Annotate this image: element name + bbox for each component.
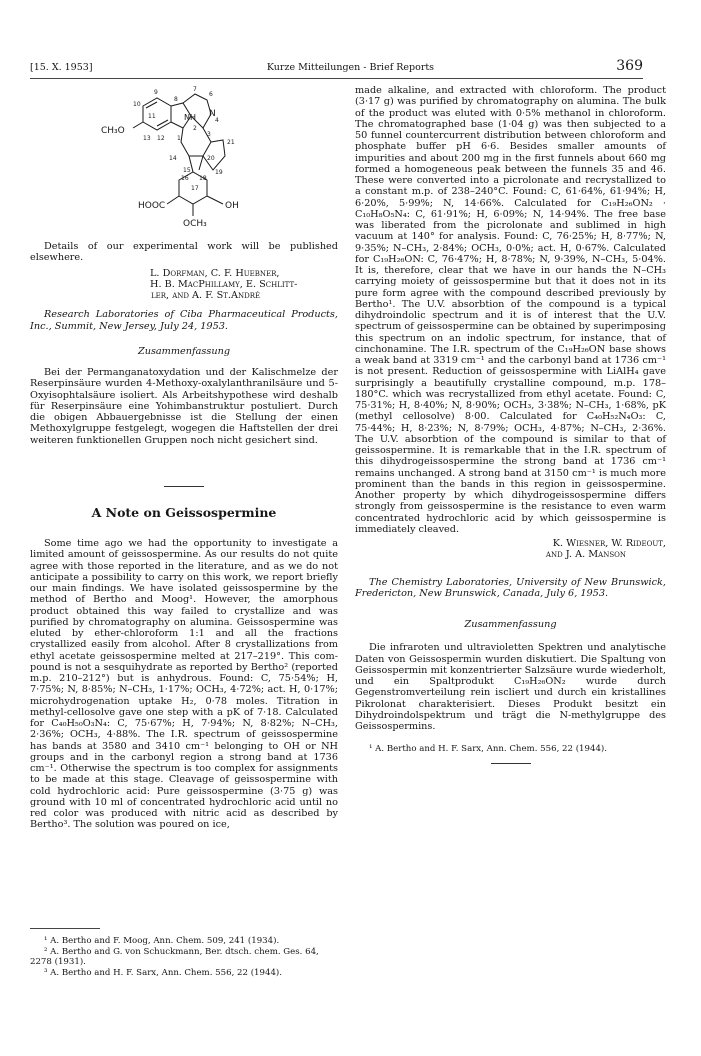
article-body-right: made alkaline, and extracted with chloroform. The product (3·17 g) was purified by chromatography on alumina. The bulk of the product was eluted with 0·5% methanol in chloroform. The chromatographed base (1·04 g) was then subjected to a 50 funnel countercurrent distribution between chloroform and phosphate buffer pH 6·6. Besides smaller amounts of impurities and about 200 mg in the first funnels about 660 mg formed a homogeneous peak between the funnels 35 and 46. These were converted into a picrolonate and recrystallized to a constant m.p. of 238–240°C. Found: C, 61·64%, 61·94%; H, 6·20%, 5·99%; N, 14·66%. Calculated for C₁₉H₂₆ON₂ · C₁₀H₈O₅N₄: C, 61·91%; H, 6·09%; N, 14·94%. The free base was liberated from the picrolonate and sublimed in high vacuum at 140° for analysis. Found: C, 76·25%; H, 8·77%; N, 9·35%; N–CH₃, 2·84%; OCH₃, 0·0%; act. H, 0·67%. Calculated for C₁₉H₂₆ON: C, 76·47%; H, 8·78%; N, 9·39%, N–CH₃, 5·04%. It is, therefore, clear that we have in our hands the N–CH₃ carrying moiety of geissospermine but that it does not in its pure form agree with the compound described previously by Bertho¹. The U.V. absorbtion of the compound is a typical dihydroindolic spectrum and it is of interest that the U.V. spectrum of geissospermine can be obtained by superimposing this spectrum on an indolic spectrum, for instance, that of cinchonamine. The I.R. spectrum of the C₁₉H₂₆ON base shows a weak band at 3319 cm⁻¹ and the carbonyl band at 1736 cm⁻¹ is not present. Reduction of geissospermine with LiAlH₄ gave surprisingly a beautifully crystalline compound, m.p. 178–180°C. which was recrystallized from ethyl acetate. Found: C, 75·31%; H, 8·40%; N, 8·90%; OCH₃, 3·38%; N–CH₃, 1·68%, pK (methyl cellosolve) 8·00. Calculated for C₄₀H₅₂N₄O₃: C, 75·44%; H, 8·23%; N, 8·79%; OCH₃, 4·87%; N–CH₃, 2·36%. The U.V. absorbtion of the compound is similar to that of geissospermine. It is remarkable that in the I.R. spectrum of this dihydrogeissospermine the strong band at 1736 cm⁻¹ remains unchanged. A strong band at 3150 cm⁻¹ is much more prominent than the bands in this region in geissospermine. Another property by which dihydrogeissospermine differs strongly from geissospermine is the resistance to even warm concentrated hydrochloric acid by which geissospermine is immediately cleaved.: [355, 85, 666, 535]
atom-number: 17: [191, 185, 199, 192]
footnote: ¹ A. Bertho and F. Moog, Ann. Chem. 509, 241 (1934).: [44, 936, 280, 946]
atom-number: 6: [209, 91, 213, 98]
hooc-label: HOOC: [138, 201, 166, 211]
authors-line: and J. A. Manson: [545, 549, 626, 561]
page-number: 369: [616, 58, 643, 74]
atom-number: 16: [181, 175, 189, 182]
footnote-rule: [30, 928, 100, 929]
end-rule: [491, 763, 531, 764]
zusammenfassung-text-1: Bei der Permanganatoxydation und der Kalischmelze der Reserpinsäure wurden 4-Methoxy-oxalylanthranilsäure und 5-Oxyisophtalsäure isoliert. Als Arbeitshypothese wird deshalb für Reserpinsäure eine Yohimbanstruktur postuliert. Durch die obigen Abbauergebnisse ist die Stellung der einen Methoxylgruppe festgelegt, wogegen die Haftstellen der drei weiteren funktionellen Gruppen noch nicht gesichert sind.: [30, 367, 338, 446]
chemical-structure-diagram: [95, 84, 295, 252]
atom-number: 9: [154, 89, 158, 96]
article-body-left: Some time ago we had the opportunity to investigate a limited amount of geissospermine. As our results do not quite agree with those reported in the literature, and as we do not anticipate a possibility to carry on this work, we report briefly our main findings. We have isolated geissospermine by the method of Bertho and Moog¹. However, the amorphous product obtained this way failed to crystallize and was purified by chromatography on alumina. Geissospermine was eluted by ether-chloroform 1:1 and all the fractions crystallized easily from alcohol. After 8 crystallizations from ethyl acetate geissospermine melted at 217–219°. This compound is not a sesquihydrate as reported by Bertho² (reported m.p. 210–212°) but is anhydrous. Found: C, 75·54%; H, 7·75%; N, 8·85%; N–CH₃, 1·17%; OCH₃, 4·72%; act. H, 0·17%; microhydrogenation uptake H₂, 0·78 moles. Titration in methyl-cellosolve gave one step with a pK of 7·18. Calculated for C₄₀H₅₀O₃N₄: C, 75·67%; H, 7·94%; N, 8·82%; N–CH₃, 2·36%; OCH₃, 4·88%. The I.R. spectrum of geissospermine has bands at 3580 and 3410 cm⁻¹ belonging to OH or NH groups and in the carbonyl region a strong band at 1736 cm⁻¹. Otherwise the spectrum is too complex for assignments to be made at this stage. Cleavage of geissospermine with cold hydrochloric acid: Pure geissospermine (3·75 g) was ground with 10 ml of concentrated hydrochloric acid until no red color was produced with nitric acid as described by Bertho³. The solution was poured on ice,: [30, 538, 338, 831]
atom-number: 19: [215, 169, 223, 176]
atom-number: 8: [174, 96, 178, 103]
atom-number: 2: [193, 125, 197, 132]
authors-line: H. B. MacPhillamy, E. Schlitt-: [150, 278, 298, 290]
atom-number: 21: [227, 139, 235, 146]
authors-line: L. Dorfman, C. F. Huebner,: [150, 267, 280, 279]
atom-number: 15: [183, 167, 191, 174]
atom-number: 7: [193, 86, 197, 93]
och3-label: OCH₃: [183, 219, 207, 229]
article-title: A Note on Geissospermine: [91, 504, 277, 520]
zusammenfassung-text-2: Die infraroten und ultravioletten Spektren und analytische Daten von Geissospermin wurden diskutiert. Die Spaltung von Geissospermin mit konzentrierter Salzsäure wurde wiederholt, und ein Spaltprodukt C₁₉H₂₆ON₂ wurde durch Gegenstromverteilung rein iscliert und durch ein kristallines Pikrolonat charakterisiert. Dieses Produkt besitzt ein Dihydroindolspektrum und trägt die N-methylgruppe des Geissospermins.: [355, 642, 666, 732]
atom-number: 4: [215, 117, 219, 124]
atom-number: 11: [148, 113, 156, 120]
section-divider: [164, 486, 204, 487]
atom-number: 13: [143, 135, 151, 142]
atom-number: 20: [207, 155, 215, 162]
authors-line: K. Wiesner, W. Rideout,: [552, 538, 666, 549]
nh-label: NH: [184, 113, 196, 122]
nitrogen-label: N: [209, 109, 216, 119]
authors-block-1: [30, 268, 338, 302]
header-journal: Kurze Mitteilungen - Brief Reports: [266, 62, 435, 73]
header-rule: [30, 78, 643, 79]
footnote: ¹ A. Bertho and H. F. Sarx, Ann. Chem. 556, 22 (1944).: [369, 744, 608, 755]
authors-line: ler, and A. F. St.André: [151, 290, 261, 301]
hydroxyl-label: OH: [225, 201, 239, 211]
affiliation-2: The Chemistry Laboratories, University of New Brunswick, Fredericton, New Brunswick, Canada, July 6, 1953.: [355, 576, 666, 599]
footnotes-left: [30, 936, 338, 978]
details-paragraph: Details of our experimental work will be published elsewhere.: [30, 241, 338, 264]
methoxy-label: CH₃O: [101, 126, 125, 136]
footnote: ³ A. Bertho and H. F. Sarx, Ann. Chem. 556, 22 (1944).: [44, 967, 283, 978]
atom-number: 14: [169, 155, 177, 162]
atom-number: 12: [157, 135, 165, 142]
atom-number: 1: [177, 135, 181, 142]
atom-number: 18: [199, 175, 207, 182]
zusammenfassung-heading-1: Zusammenfassung: [137, 345, 231, 357]
atom-number: 10: [133, 101, 141, 108]
atom-number: 3: [207, 131, 211, 138]
footnote: ² A. Bertho and G. von Schuckmann, Ber. dtsch. chem. Ges. 64, 2278 (1931).: [30, 946, 319, 967]
zusammenfassung-heading-2: Zusammenfassung: [464, 619, 557, 630]
affiliation-1: Research Laboratories of Ciba Pharmaceutical Products, Inc., Summit, New Jersey, July 24, 1953.: [30, 309, 338, 332]
left-column: [30, 241, 338, 831]
right-column: [355, 85, 666, 764]
header-date: [15. X. 1953]: [30, 62, 93, 73]
